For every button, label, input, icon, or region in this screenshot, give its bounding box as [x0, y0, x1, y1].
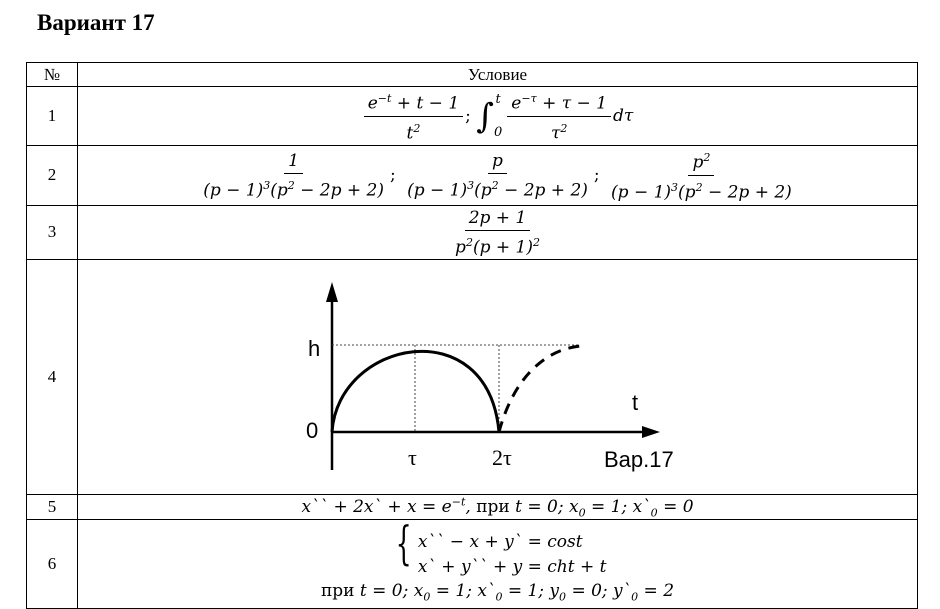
header-condition: Условие — [78, 63, 918, 87]
table-row — [27, 520, 918, 609]
formula: { x`` − x + y` = cost x` + y`` + y = cht + t — [395, 516, 607, 577]
row-number: 1 — [27, 87, 78, 146]
formula: $\frac{e^{-t} + t - 1}{t^2}$ ; ∫ t 0 $\frac{e^{-\tau} + \tau - 1}{\tau^2}$ dτ — [362, 106, 634, 126]
formula-conditions: при t = 0; $x_0 = 1$; $x`_0 = 1$; $y_0 = 0$; $y`_0 = 2$ — [320, 580, 675, 604]
condition-cell — [78, 260, 918, 495]
y-axis-arrow-icon — [326, 282, 338, 302]
table-header-row — [27, 63, 918, 87]
row-number: 2 — [27, 146, 78, 205]
table-row — [27, 205, 918, 260]
table-row — [27, 87, 918, 146]
label-zero: 0 — [305, 418, 318, 444]
header-number: № — [27, 63, 78, 87]
label-t: t — [631, 390, 638, 416]
row-number: 5 — [27, 495, 78, 520]
formula: $\frac{2p + 1}{p^2(p + 1)^2}$ — [455, 207, 540, 258]
table-row — [27, 495, 918, 520]
x-axis-arrow-icon — [642, 426, 660, 438]
condition-cell — [78, 146, 918, 205]
label-h: h — [307, 336, 320, 362]
table-row — [27, 260, 918, 495]
condition-cell — [78, 495, 918, 520]
formula: $\frac{1}{(p - 1)^3(p^2 - 2p + 2)}$ ; $\frac{p}{(p - 1)^3(p^2 - 2p + 2)}$ ; $\frac{p^2}{(p - 1)^3(p^2 - 2p + 2)}$ — [197, 165, 798, 185]
signal-continuation — [499, 346, 580, 432]
row-number: 6 — [27, 520, 78, 609]
signal-curve — [332, 352, 499, 433]
row-number: 4 — [27, 260, 78, 495]
graph-caption: Вар.17 — [603, 447, 674, 473]
condition-cell — [78, 516, 918, 609]
condition-cell — [78, 87, 918, 146]
signal-graph — [298, 280, 698, 480]
table-row — [27, 146, 918, 205]
formula: x`` + 2x` + $x = e^{-t}$, при t = 0; $x_0 = 1$; $x`_0 = 0$ — [301, 495, 694, 520]
condition-cell — [78, 205, 918, 260]
row-number: 3 — [27, 205, 78, 260]
label-tau: τ — [407, 445, 417, 471]
page-title: Вариант 17 — [37, 10, 155, 35]
label-2tau: 2τ — [491, 445, 512, 471]
variant-table — [26, 62, 918, 609]
